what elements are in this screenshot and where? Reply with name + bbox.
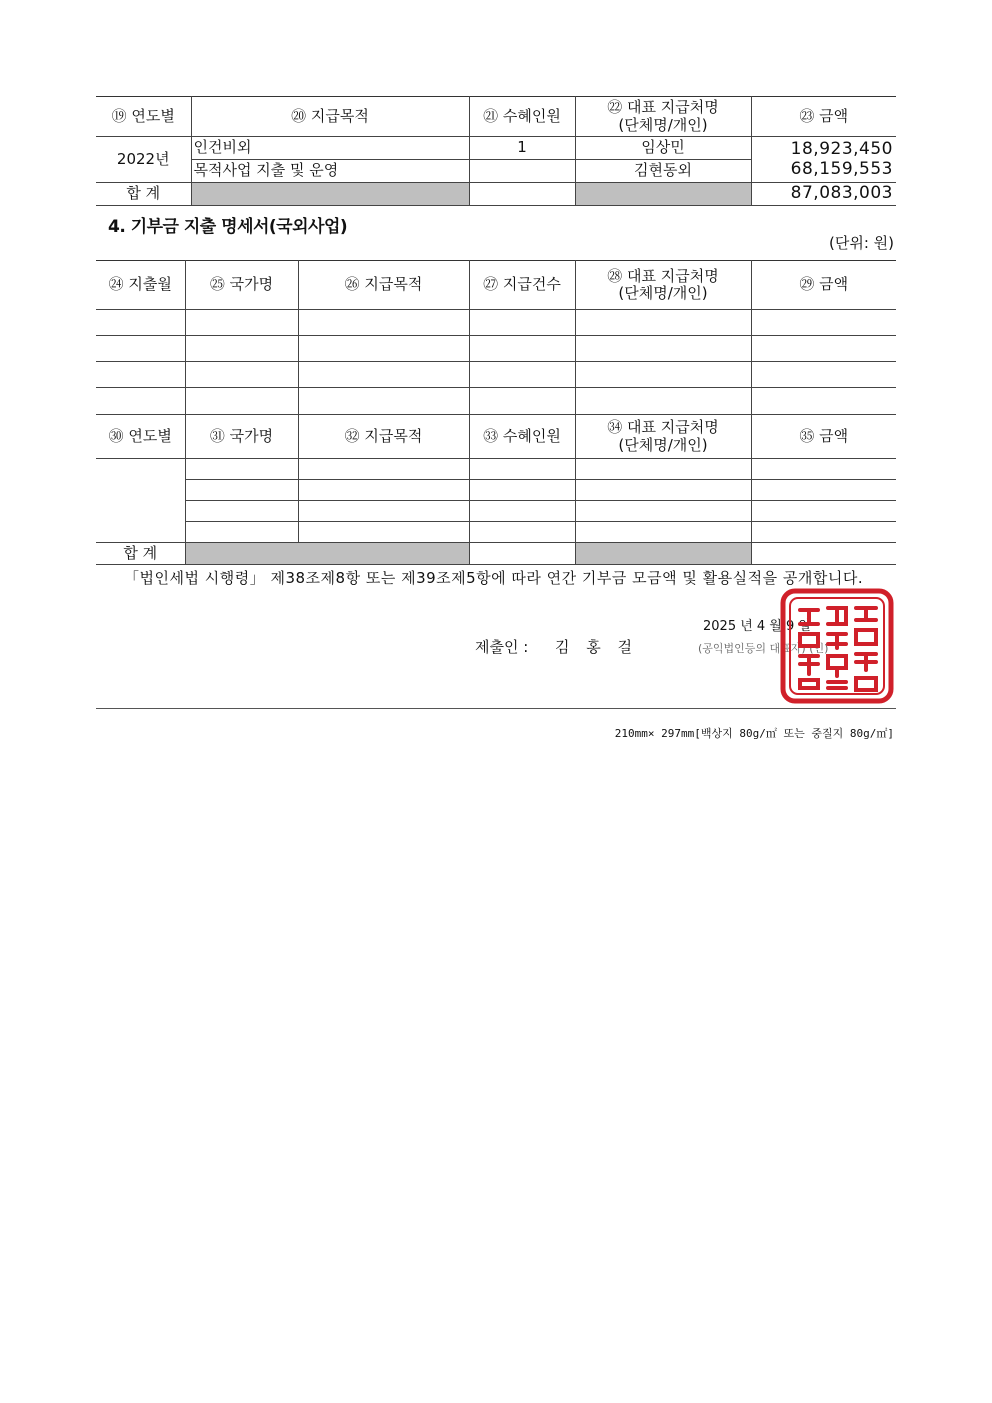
submission-date: 2025 년 4 월 9 일	[703, 619, 811, 634]
amount-value: 18,923,450	[790, 138, 893, 159]
total-amount-empty	[751, 543, 896, 565]
total-shaded-cell	[575, 543, 751, 565]
bottom-divider	[96, 708, 896, 709]
beneficiaries-cell	[469, 160, 575, 183]
header-purpose: ㉜ 지급목적	[298, 415, 469, 459]
year-cell-empty	[96, 459, 185, 543]
empty-row	[96, 336, 896, 362]
header-month: ㉔ 지출월	[96, 261, 185, 310]
header-beneficiaries: ㉝ 수혜인원	[469, 415, 575, 459]
header-amount: ㉓ 금액	[751, 97, 896, 137]
header-recipient-line1: ㉘ 대표 지급처명	[607, 266, 719, 285]
recipient-cell: 김현동외	[575, 160, 751, 183]
header-country: ㉕ 국가명	[185, 261, 298, 310]
official-seal-icon	[780, 588, 894, 704]
header-year: ⑲ 연도별	[96, 97, 191, 137]
amount-value: 68,159,553	[790, 158, 893, 179]
header-amount: ㉙ 금액	[751, 261, 896, 310]
beneficiaries-cell: 1	[469, 137, 575, 160]
disclosure-statement: 「법인세법 시행령」 제38조제8항 또는 제39조제5항에 따라 연간 기부금 모금액 및 활용실적을 공개합니다.	[124, 569, 864, 587]
empty-row	[96, 310, 896, 336]
header-year: ㉚ 연도별	[96, 415, 185, 459]
purpose-cell: 목적사업 지출 및 운영	[191, 160, 469, 183]
submitter-name: 김 홍 걸	[555, 638, 639, 656]
total-shaded-cell	[185, 543, 469, 565]
purpose-cell: 인건비외	[191, 137, 469, 160]
header-recipient-line2: (단체명/개인)	[618, 435, 708, 454]
header-recipient	[575, 261, 751, 310]
year-cell: 2022년	[96, 137, 191, 183]
header-recipient-line2: (단체명/개인)	[618, 284, 708, 302]
empty-row	[96, 362, 896, 388]
header-recipient-line1: ㉒ 대표 지급처명	[607, 98, 719, 117]
header-purpose: ㉖ 지급목적	[298, 261, 469, 310]
section-title: 4. 기부금 지출 명세서(국외사업)	[108, 217, 348, 237]
recipient-cell: 임상민	[575, 137, 751, 160]
submitter-label: 제출인 :	[475, 638, 529, 656]
header-recipient-line1: ㉞ 대표 지급처명	[607, 418, 719, 437]
total-shaded-cell	[575, 183, 751, 206]
total-empty-cell	[469, 183, 575, 206]
header-recipient-line2: (단체명/개인)	[618, 115, 708, 134]
total-shaded-cell	[191, 183, 469, 206]
header-amount: ㉟ 금액	[751, 415, 896, 459]
header-count: ㉗ 지급건수	[469, 261, 575, 310]
empty-row	[96, 388, 896, 415]
domestic-expenditure-table	[96, 96, 896, 206]
paper-spec: 210mm× 297mm[백상지 80g/㎡ 또는 중질지 80g/㎡]	[614, 727, 894, 740]
header-recipient	[575, 415, 751, 459]
amount-cell	[751, 137, 896, 183]
header-purpose: ⑳ 지급목적	[191, 97, 469, 137]
header-country: ㉛ 국가명	[185, 415, 298, 459]
total-empty-cell	[469, 543, 575, 565]
header-beneficiaries: ㉑ 수혜인원	[469, 97, 575, 137]
overseas-expenditure-table	[96, 260, 896, 565]
submitter-note: (공익법인등의 대표자) (인)	[698, 642, 829, 655]
header-recipient	[575, 97, 751, 137]
total-label: 합 계	[96, 183, 191, 206]
total-amount: 87,083,003	[751, 183, 896, 206]
total-label: 합 계	[96, 543, 185, 565]
unit-label: (단위: 원)	[829, 234, 894, 252]
